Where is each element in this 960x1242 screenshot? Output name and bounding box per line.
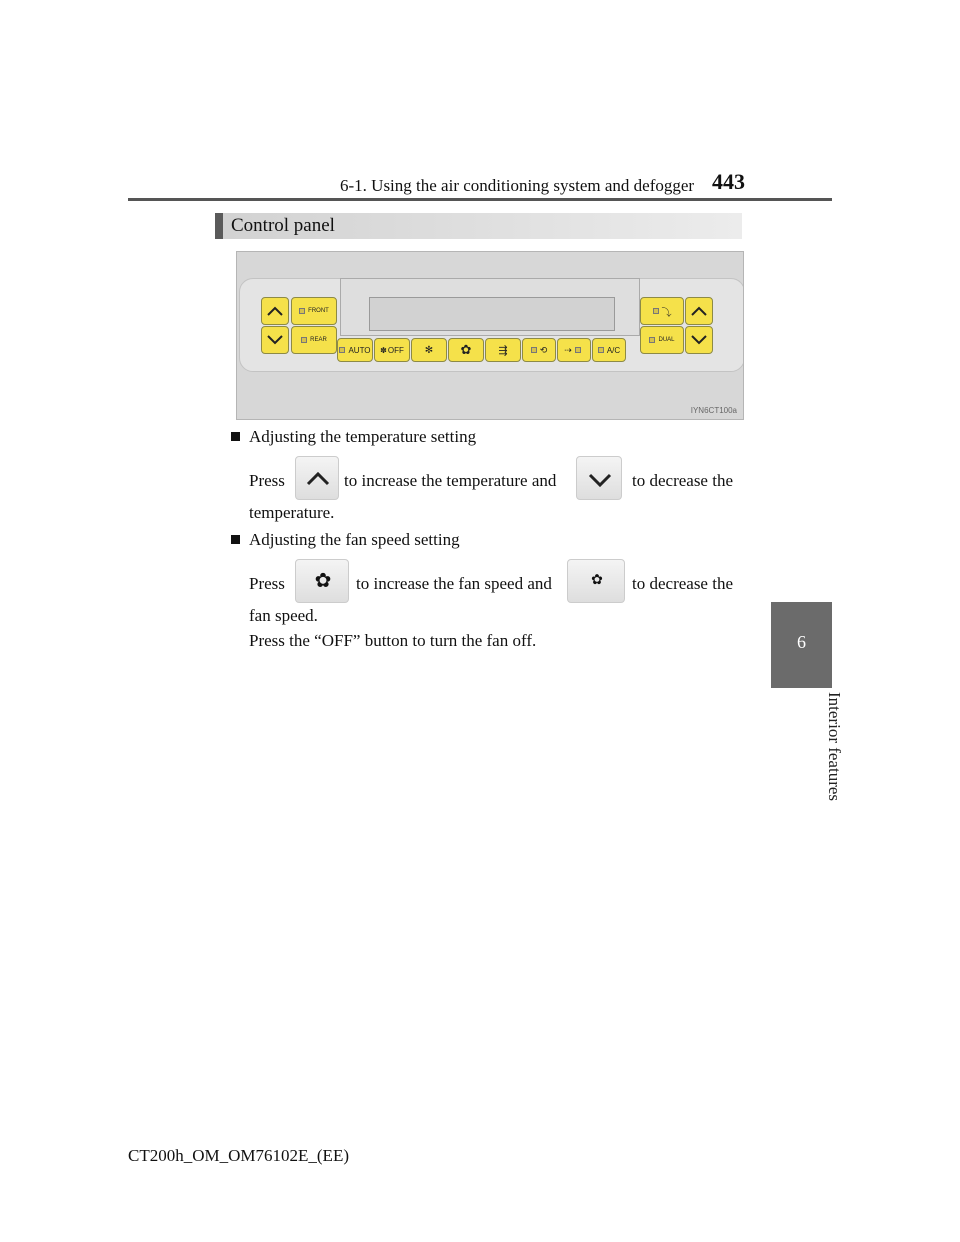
- chapter-title-vertical: [752, 688, 852, 818]
- fan-high-button: [448, 338, 484, 362]
- vent-icon: ⤵: [661, 307, 672, 319]
- chevron-down-icon: [691, 335, 707, 345]
- dual-label: DUAL: [658, 337, 675, 343]
- temp-up-icon: [295, 456, 339, 500]
- fan-off-note: Press the “OFF” button to turn the fan off.: [249, 631, 537, 650]
- airflow-icon: ⇶: [498, 344, 508, 357]
- section-heading-text: Control panel: [231, 215, 335, 236]
- figure-code: IYN6CT100a: [690, 406, 737, 415]
- auto-label: AUTO: [348, 345, 371, 355]
- temperature-press: Press: [249, 471, 285, 490]
- display-screen: [369, 297, 615, 331]
- control-panel-figure: [236, 251, 744, 420]
- rear-label: REAR: [310, 337, 327, 343]
- fan-low-icon: ✻: [424, 344, 434, 356]
- fan-off-button: [374, 338, 410, 362]
- chapter-title: Interior features: [825, 692, 844, 802]
- fan-increase-text: to increase the fan speed and: [356, 574, 552, 593]
- front-defogger-button: [291, 297, 337, 325]
- airflow-select-button: [640, 297, 684, 325]
- chevron-up-icon: [267, 306, 283, 316]
- temperature-wrap: temperature.: [249, 503, 335, 522]
- ac-button: [592, 338, 626, 362]
- fan-off-icon: ✽: [380, 345, 387, 355]
- fan-press: Press: [249, 574, 285, 593]
- outside-air-button: [557, 338, 591, 362]
- fan-decrease-text: to decrease the: [632, 574, 733, 593]
- fan-low-button: [411, 338, 447, 362]
- temp-down-icon: [576, 456, 622, 500]
- chevron-down-icon: [267, 335, 283, 345]
- fan-high-icon: ✿: [295, 559, 349, 603]
- temperature-increase-text: to increase the temperature and: [344, 471, 557, 490]
- fan-heading: Adjusting the fan speed setting: [231, 530, 460, 550]
- left-temp-up-button: [261, 297, 289, 325]
- outside-air-icon: ⇢: [564, 344, 572, 355]
- rear-defogger-button: [291, 326, 337, 354]
- header-divider: [128, 198, 832, 201]
- fan-wrap: fan speed.: [249, 606, 318, 625]
- dual-button: [640, 326, 684, 354]
- auto-button: [337, 338, 373, 362]
- temperature-heading: Adjusting the temperature setting: [231, 427, 476, 447]
- right-temp-down-button: [685, 326, 713, 354]
- airflow-mode-button: [485, 338, 521, 362]
- off-label: OFF: [387, 345, 404, 355]
- left-temp-down-button: [261, 326, 289, 354]
- chapter-tab: [771, 602, 832, 688]
- page-number: 443: [712, 169, 745, 194]
- temperature-decrease-text: to decrease the: [632, 471, 733, 490]
- chapter-number: 6: [797, 632, 806, 652]
- ac-label: A/C: [606, 345, 621, 355]
- section-heading: [215, 213, 742, 239]
- right-temp-up-button: [685, 297, 713, 325]
- fan-low-icon: ✿: [567, 559, 625, 603]
- document-code: CT200h_OM_OM76102E_(EE): [128, 1146, 349, 1165]
- recirculate-button: [522, 338, 556, 362]
- front-label: FRONT: [308, 308, 329, 314]
- fan-high-icon: ✿: [460, 342, 472, 357]
- recirculate-icon: ⟲: [539, 344, 548, 355]
- chevron-up-icon: [691, 306, 707, 316]
- running-header-title: 6-1. Using the air conditioning system and defogger: [340, 176, 695, 195]
